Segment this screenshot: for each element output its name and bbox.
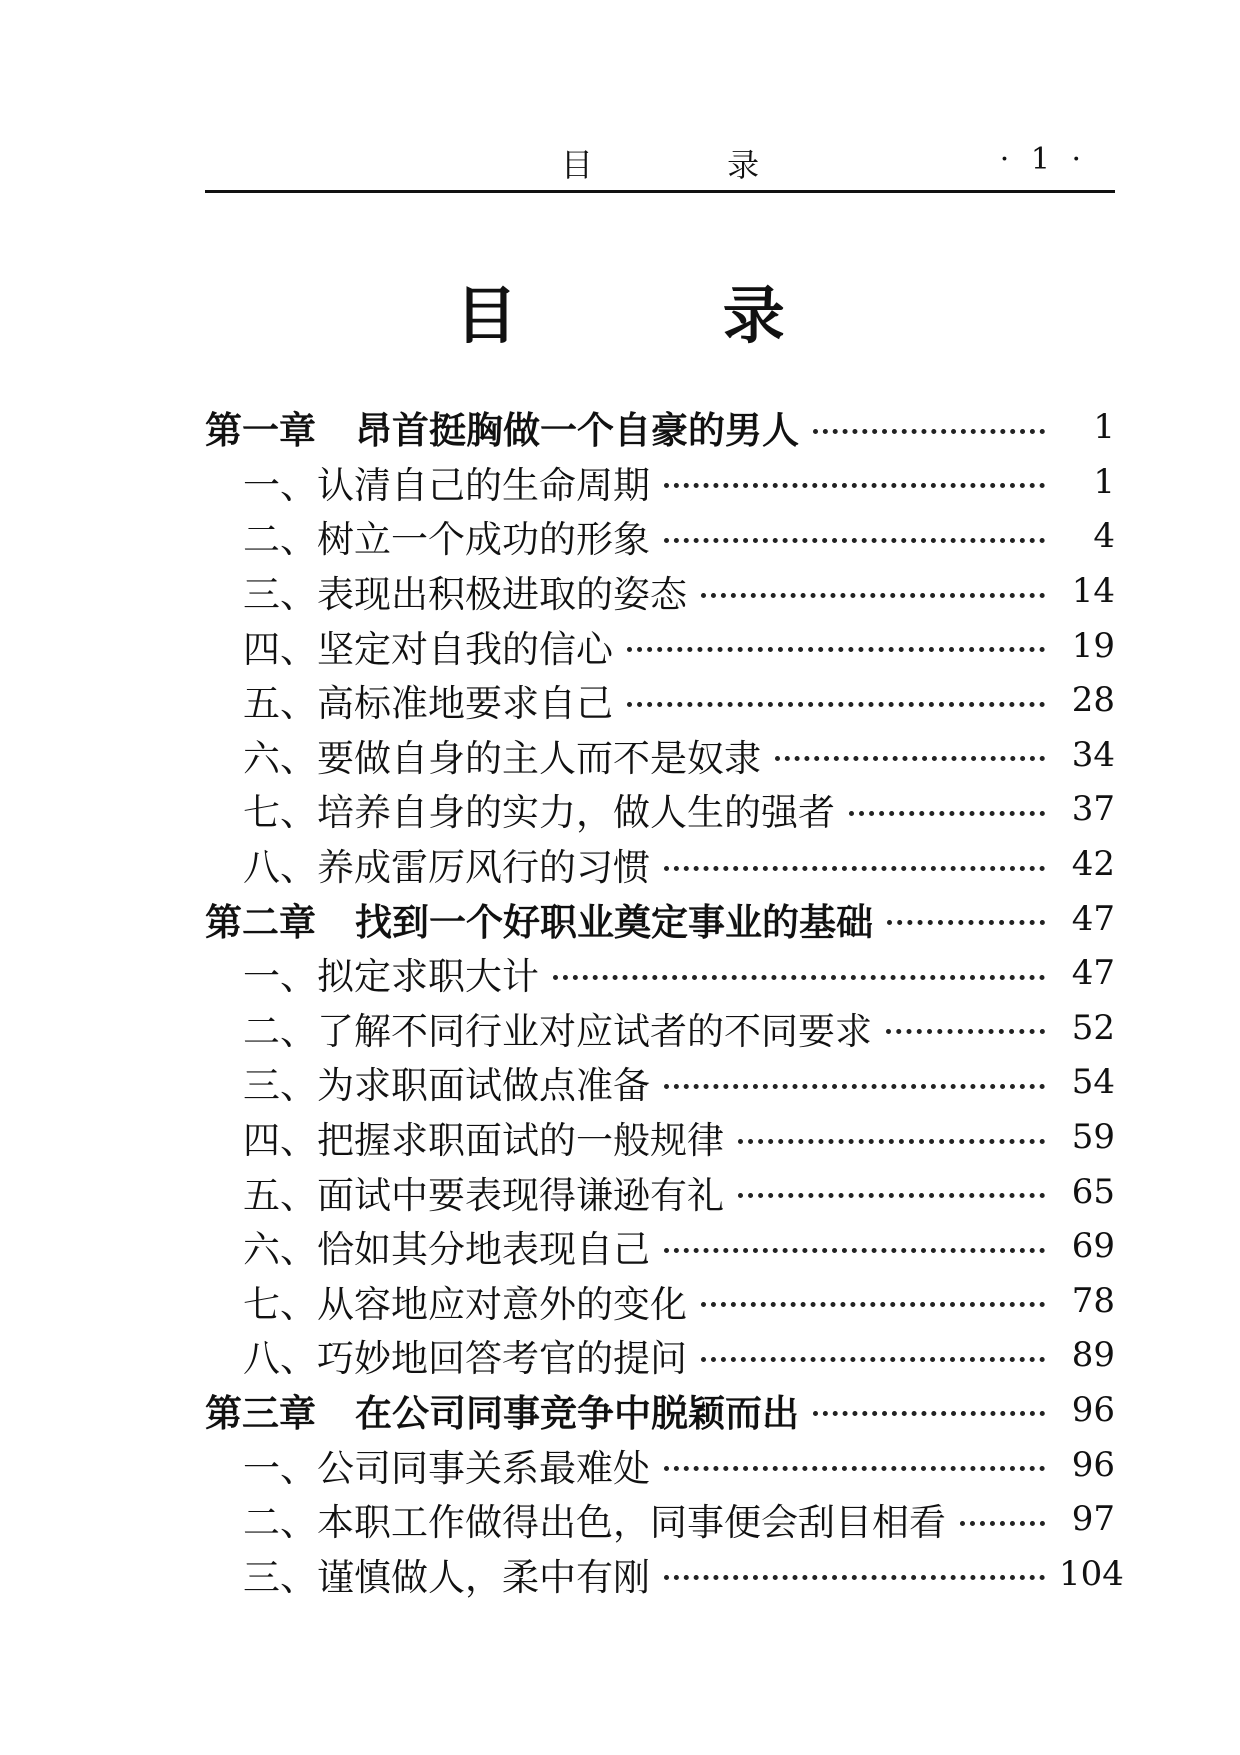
entry-page-number: 37 [1071, 789, 1115, 830]
toc-section-entry[interactable] [205, 1328, 1115, 1383]
page-number: · 1 · [999, 142, 1087, 177]
entry-page-number: 1 [1093, 407, 1115, 448]
entry-page-number: 14 [1071, 571, 1115, 612]
dot-leader [813, 429, 1045, 434]
entry-page-number: 19 [1071, 625, 1115, 666]
entry-page-number: 96 [1071, 1389, 1115, 1430]
dot-leader [664, 1466, 1045, 1471]
dot-leader [775, 756, 1045, 761]
entry-title: 一、公司同事关系最难处 [243, 1446, 650, 1490]
dot-leader [701, 1357, 1045, 1362]
toc-section-entry[interactable] [205, 1546, 1124, 1601]
entry-page-number: 96 [1071, 1444, 1115, 1485]
chapter-number: 第一章 [205, 408, 316, 453]
dot-leader [664, 538, 1045, 543]
entry-page-number: 47 [1071, 953, 1115, 994]
toc-section-entry[interactable] [205, 1437, 1115, 1492]
entry-title: 一、拟定求职大计 [243, 955, 539, 999]
toc-section-entry[interactable] [205, 509, 1115, 564]
entry-title: 一、认清自己的生命周期 [243, 463, 650, 507]
entry-page-number: 59 [1071, 1117, 1115, 1158]
entry-title: 三、谨慎做人，柔中有刚 [243, 1555, 650, 1599]
dot-leader [886, 1029, 1045, 1034]
dot-leader [664, 1248, 1045, 1253]
toc-section-entry[interactable] [205, 782, 1115, 837]
entry-page-number: 89 [1071, 1335, 1115, 1376]
entry-page-number: 1 [1093, 461, 1115, 502]
entry-title: 昂首挺胸做一个自豪的男人 [355, 408, 799, 453]
entry-page-number: 54 [1071, 1062, 1115, 1103]
toc-section-entry[interactable] [205, 946, 1115, 1001]
running-header [205, 140, 1115, 193]
entry-title: 四、把握求职面试的一般规律 [243, 1119, 724, 1163]
dot-leader [813, 1411, 1045, 1416]
entry-title: 三、表现出积极进取的姿态 [243, 573, 687, 617]
running-title: 目 录 [560, 146, 822, 184]
entry-title: 六、要做自身的主人而不是奴隶 [243, 736, 761, 780]
table-of-contents [205, 400, 1124, 1601]
page-title: 目 录 [455, 279, 877, 352]
dot-leader [664, 1084, 1045, 1089]
dot-leader [664, 866, 1045, 871]
toc-section-entry[interactable] [205, 1492, 1115, 1547]
entry-title: 四、坚定对自我的信心 [243, 627, 613, 671]
entry-title: 二、本职工作做得出色，同事便会刮目相看 [243, 1501, 946, 1545]
chapter-number: 第三章 [205, 1390, 316, 1435]
entry-title: 三、为求职面试做点准备 [243, 1064, 650, 1108]
toc-chapter-entry[interactable] [205, 891, 1115, 946]
toc-section-entry[interactable] [205, 618, 1115, 673]
entry-title: 二、树立一个成功的形象 [243, 518, 650, 562]
entry-title: 在公司同事竞争中脱颖而出 [355, 1390, 799, 1435]
toc-section-entry[interactable] [205, 728, 1115, 783]
entry-title: 七、培养自身的实力，做人生的强者 [243, 791, 835, 835]
entry-title: 六、恰如其分地表现自己 [243, 1228, 650, 1272]
dot-leader [738, 1139, 1045, 1144]
toc-section-entry[interactable] [205, 1110, 1115, 1165]
dot-leader [627, 647, 1045, 652]
dot-leader [627, 702, 1045, 707]
dot-leader [849, 811, 1045, 816]
toc-section-entry[interactable] [205, 455, 1115, 510]
entry-page-number: 34 [1071, 734, 1115, 775]
entry-title: 八、养成雷厉风行的习惯 [243, 846, 650, 890]
toc-section-entry[interactable] [205, 1001, 1115, 1056]
chapter-number: 第二章 [205, 899, 316, 944]
toc-section-entry[interactable] [205, 1219, 1115, 1274]
entry-page-number: 52 [1071, 1007, 1115, 1048]
entry-page-number: 78 [1071, 1280, 1115, 1321]
dot-leader [701, 1302, 1045, 1307]
entry-page-number: 97 [1071, 1499, 1115, 1540]
entry-page-number: 47 [1071, 898, 1115, 939]
dot-leader [701, 593, 1045, 598]
dot-leader [738, 1193, 1045, 1198]
dot-leader [664, 1575, 1045, 1580]
entry-page-number: 104 [1059, 1553, 1124, 1594]
entry-title: 五、面试中要表现得谦逊有礼 [243, 1173, 724, 1217]
entry-title: 八、巧妙地回答考官的提问 [243, 1337, 687, 1381]
entry-page-number: 69 [1071, 1226, 1115, 1267]
toc-section-entry[interactable] [205, 564, 1115, 619]
toc-section-entry[interactable] [205, 673, 1115, 728]
toc-section-entry[interactable] [205, 1055, 1115, 1110]
dot-leader [960, 1521, 1045, 1526]
entry-title: 五、高标准地要求自己 [243, 682, 613, 726]
entry-title: 七、从容地应对意外的变化 [243, 1282, 687, 1326]
entry-page-number: 42 [1071, 844, 1115, 885]
toc-section-entry[interactable] [205, 1164, 1115, 1219]
toc-chapter-entry[interactable] [205, 400, 1115, 455]
entry-page-number: 28 [1071, 680, 1115, 721]
toc-section-entry[interactable] [205, 837, 1115, 892]
entry-title: 找到一个好职业奠定事业的基础 [355, 899, 873, 944]
dot-leader [553, 975, 1045, 980]
dot-leader [664, 483, 1045, 488]
dot-leader [887, 920, 1045, 925]
entry-page-number: 65 [1071, 1171, 1115, 1212]
entry-page-number: 4 [1093, 516, 1115, 557]
toc-chapter-entry[interactable] [205, 1383, 1115, 1438]
toc-section-entry[interactable] [205, 1274, 1115, 1329]
entry-title: 二、了解不同行业对应试者的不同要求 [243, 1009, 872, 1053]
